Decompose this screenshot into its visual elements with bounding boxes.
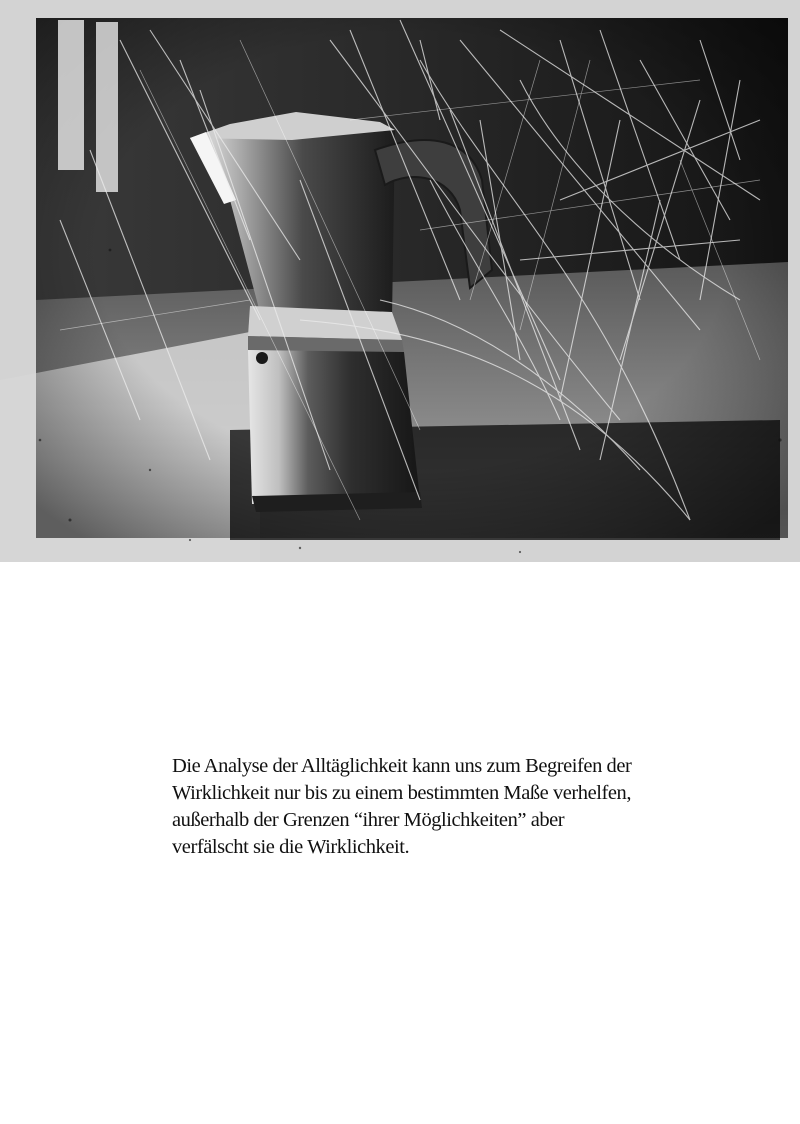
- caption-line: verfälscht sie die Wirklichkeit.: [172, 836, 410, 858]
- caption-line: Die Analyse der Alltäglichkeit kann uns zum Begreifen der: [172, 755, 632, 777]
- caption-line: Wirklichkeit nur bis zu einem bestimmten Maße verhelfen,: [172, 782, 631, 804]
- caption-line: außerhalb der Grenzen “ihrer Möglichkeiten” aber: [172, 809, 565, 831]
- caption-text: [172, 753, 692, 861]
